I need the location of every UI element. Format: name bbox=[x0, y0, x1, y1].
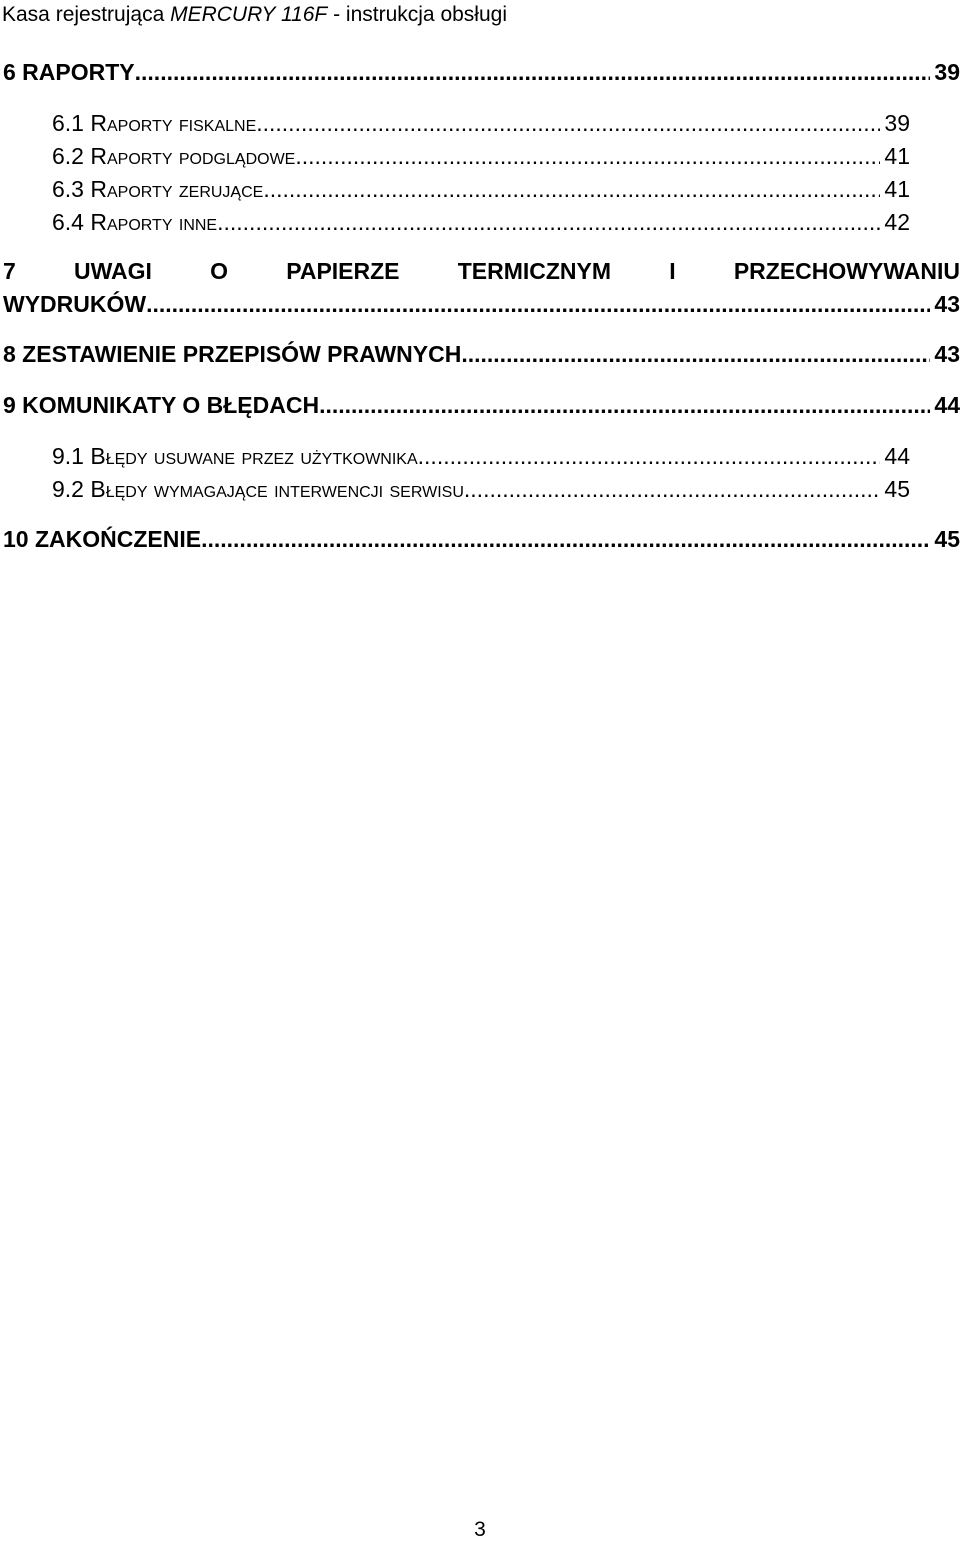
toc-label: 9 KOMUNIKATY O BŁĘDACH bbox=[3, 392, 320, 418]
toc-leader bbox=[256, 108, 880, 138]
toc-entry-6-2[interactable] bbox=[52, 141, 910, 171]
toc-word: PAPIERZE bbox=[286, 258, 400, 284]
toc-label: 6 RAPORTY bbox=[3, 59, 135, 85]
toc-number: 9.1 bbox=[52, 443, 91, 469]
toc-label bbox=[52, 141, 295, 171]
toc-title: Raporty inne bbox=[90, 209, 218, 235]
document-header bbox=[2, 2, 507, 28]
toc-entry-7-line-2[interactable] bbox=[3, 289, 960, 319]
toc-label: 10 ZAKOŃCZENIE bbox=[3, 526, 202, 552]
toc-word: PRZECHOWYWANIU bbox=[733, 258, 960, 284]
toc-page: 44 bbox=[884, 443, 910, 469]
toc-page: 41 bbox=[884, 176, 910, 202]
toc-entry-9-2[interactable] bbox=[52, 474, 910, 504]
toc-leader bbox=[217, 207, 880, 237]
toc-word: O bbox=[210, 258, 229, 284]
toc-page: 44 bbox=[934, 392, 960, 418]
toc-label bbox=[52, 174, 263, 204]
toc-entry-6-3[interactable] bbox=[52, 174, 910, 204]
header-suffix: - instrukcja obsługi bbox=[327, 3, 507, 26]
toc-title: Błędy usuwane przez użytkownika bbox=[90, 443, 418, 469]
toc-number: 6.4 bbox=[52, 209, 91, 235]
header-model: MERCURY 116F bbox=[170, 3, 328, 26]
header-prefix: Kasa rejestrująca bbox=[2, 3, 171, 26]
toc-label bbox=[52, 474, 464, 504]
toc-leader bbox=[418, 441, 881, 471]
toc-page: 42 bbox=[884, 209, 910, 235]
toc-page: 39 bbox=[884, 110, 910, 136]
toc-title: Raporty fiskalne bbox=[90, 110, 257, 136]
toc-page: 45 bbox=[934, 526, 960, 552]
toc-label: 8 ZESTAWIENIE PRZEPISÓW PRAWNYCH bbox=[3, 341, 462, 367]
toc-number: 6.1 bbox=[52, 110, 91, 136]
toc-page: 41 bbox=[884, 143, 910, 169]
page-number: 3 bbox=[474, 1518, 486, 1541]
toc-entry-8[interactable] bbox=[3, 339, 960, 369]
toc-label bbox=[52, 441, 418, 471]
toc-leader bbox=[319, 390, 930, 420]
toc-number: 6.2 bbox=[52, 143, 91, 169]
toc-leader bbox=[263, 174, 880, 204]
toc-leader bbox=[464, 474, 881, 504]
toc-entry-9[interactable] bbox=[3, 390, 960, 420]
toc-number: 9.2 bbox=[52, 476, 91, 502]
toc-leader bbox=[461, 339, 930, 369]
toc-word: TERMICZNYM bbox=[457, 258, 612, 284]
toc-leader bbox=[146, 289, 930, 319]
toc-entry-7-line-1[interactable] bbox=[3, 256, 960, 286]
toc-entry-10[interactable] bbox=[3, 524, 960, 554]
toc-word: 7 bbox=[3, 258, 16, 284]
toc-label bbox=[52, 207, 217, 237]
toc-entry-6[interactable] bbox=[3, 57, 960, 87]
toc-label bbox=[52, 108, 256, 138]
toc-page: 43 bbox=[934, 341, 960, 367]
toc-page: 39 bbox=[934, 59, 960, 85]
toc-leader bbox=[201, 524, 930, 554]
toc-entry-6-4[interactable] bbox=[52, 207, 910, 237]
toc-entry-6-1[interactable] bbox=[52, 108, 910, 138]
toc-label: WYDRUKÓW bbox=[3, 291, 147, 317]
toc-word: UWAGI bbox=[73, 258, 152, 284]
toc-title: Błędy wymagające interwencji serwisu bbox=[90, 476, 464, 502]
toc-leader bbox=[135, 57, 931, 87]
toc-entry-9-1[interactable] bbox=[52, 441, 910, 471]
toc-title: Raporty zerujące bbox=[90, 176, 264, 202]
toc-title: Raporty podglądowe bbox=[90, 143, 296, 169]
toc-number: 6.3 bbox=[52, 176, 91, 202]
toc-word: I bbox=[669, 258, 676, 284]
toc-leader bbox=[295, 141, 880, 171]
toc-page: 45 bbox=[884, 476, 910, 502]
toc-page: 43 bbox=[934, 291, 960, 317]
